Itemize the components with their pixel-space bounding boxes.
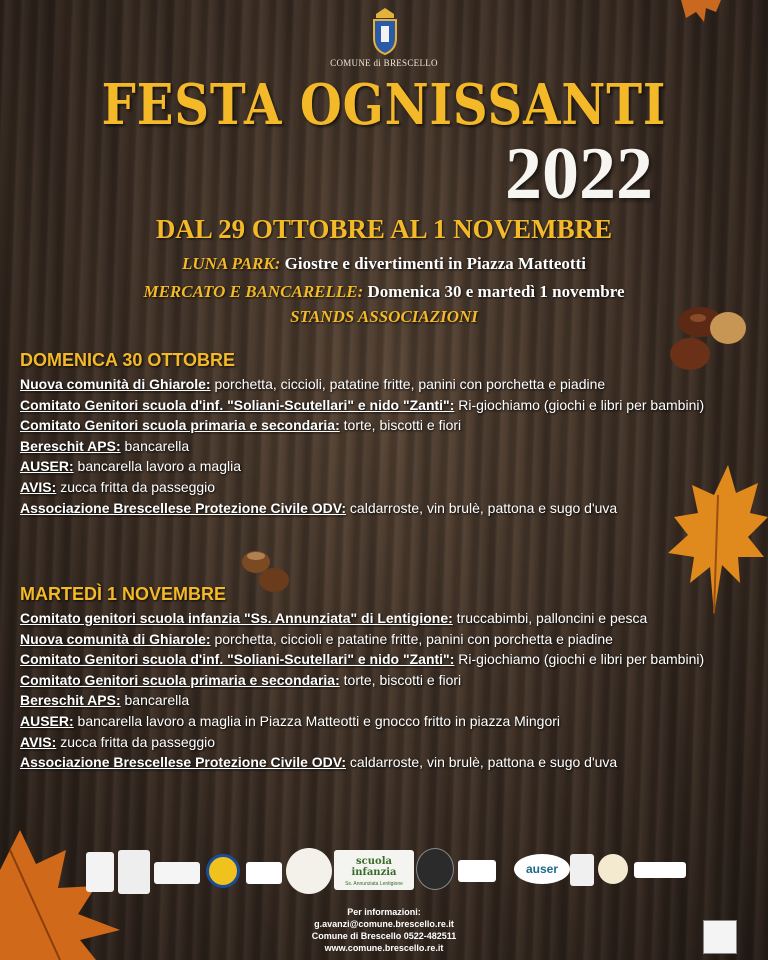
info-line-mercato — [0, 282, 768, 302]
list-item — [20, 649, 765, 670]
org-desc: caldarroste, vin brulè, pattona e sugo d'uva — [346, 754, 618, 771]
maple-leaf-top-right-icon — [676, 0, 726, 30]
org-desc: caldarroste, vin brulè, pattona e sugo d'uva — [346, 499, 618, 516]
org-name: Nuova comunità di Ghiarole: — [20, 630, 211, 647]
org-name: Comitato Genitori scuola d'inf. "Soliani-Scutellari" e nido "Zanti": — [20, 651, 455, 668]
auser-text: auser — [525, 862, 559, 876]
fondazione-logo — [86, 852, 114, 892]
org-name: AVIS: — [20, 478, 57, 495]
contact-email: g.avanzi@comune.brescello.re.it — [314, 919, 454, 929]
list-item — [20, 498, 765, 519]
org-name: Nuova comunità di Ghiarole: — [20, 376, 211, 392]
org-desc: bancarella — [120, 692, 190, 709]
list-item — [20, 374, 765, 395]
list-item — [20, 670, 765, 691]
org-desc: porchetta, ciccioli e patatine fritte, panini con porchetta e piadine — [210, 630, 613, 647]
list-item — [20, 395, 765, 416]
org-name: Associazione Brescellese Protezione Civile ODV: — [20, 499, 347, 516]
auser-logo — [514, 854, 570, 884]
sponsor-banner-logo — [634, 862, 686, 878]
org-name: Bereschit APS: — [20, 692, 121, 709]
org-desc: Ri-giochiamo (giochi e libri per bambini) — [454, 396, 705, 413]
info-text: Giostre e divertimenti in Piazza Matteotti — [280, 254, 586, 273]
contact-info — [0, 906, 768, 954]
info-label: MERCATO E BANCARELLE: — [143, 282, 364, 301]
org-name: Comitato Genitori scuola primaria e secondaria: — [20, 671, 340, 688]
org-desc: torte, biscotti e fiori — [339, 671, 462, 688]
info-text: Domenica 30 e martedì 1 novembre — [363, 282, 625, 301]
org-desc: Ri-giochiamo (giochi e libri per bambini) — [454, 651, 705, 668]
contact-website: www.comune.brescello.re.it — [324, 943, 444, 953]
org-desc: zucca fritta da passeggio — [56, 478, 216, 495]
scuola-infanzia-subtext: Ss. Annunziata Lentigione — [345, 881, 403, 887]
scuola-infanzia-logo — [334, 850, 414, 890]
org-name: Bereschit APS: — [20, 437, 121, 454]
org-name: AUSER: — [20, 458, 74, 475]
comune-crest-icon — [370, 8, 400, 56]
org-name: AUSER: — [20, 712, 74, 729]
info-line-stands — [0, 307, 768, 327]
fondazione-2-logo — [118, 850, 150, 894]
bereschit-logo — [286, 848, 332, 894]
day-list-martedi — [20, 608, 765, 773]
avis-logo — [246, 862, 282, 884]
event-dates: DAL 29 OTTOBRE AL 1 NOVEMBRE — [155, 214, 613, 244]
comune-label: COMUNE di BRESCELLO — [330, 58, 438, 68]
odv-logo — [416, 848, 454, 890]
org-desc: zucca fritta da passeggio — [56, 733, 216, 750]
sponsor-logos — [86, 848, 686, 900]
list-item — [20, 477, 765, 498]
org-desc: bancarella lavoro a maglia in Piazza Matteotti e gnocco fritto in piazza Mingori — [73, 712, 561, 729]
org-name: Comitato Genitori scuola d'inf. "Soliani-Scutellari" e nido "Zanti": — [20, 396, 455, 413]
org-desc: porchetta, ciccioli, patatine fritte, panini con porchetta e piadine — [210, 376, 606, 392]
hazelnuts-icon — [238, 546, 294, 598]
list-item — [20, 629, 765, 650]
info-line-luna-park — [0, 254, 768, 274]
day-heading-martedi: MARTEDÌ 1 NOVEMBRE — [20, 584, 227, 604]
org-name: Comitato Genitori scuola primaria e secondaria: — [20, 417, 340, 434]
list-item — [20, 711, 765, 732]
circle-emblem-logo — [598, 854, 628, 884]
event-year: 2022 — [505, 133, 653, 215]
contact-phone: Comune di Brescello 0522-482511 — [311, 931, 457, 941]
list-item — [20, 732, 765, 753]
org-desc: bancarella — [120, 437, 190, 454]
org-name: AVIS: — [20, 733, 57, 750]
scuola-infanzia-text: scuola infanzia — [351, 856, 397, 878]
protezione-civile-logo — [206, 854, 240, 888]
org-desc: truccabimbi, palloncini e pesca — [452, 610, 648, 626]
comitato-logo — [458, 860, 496, 882]
list-item — [20, 456, 765, 477]
event-title: FESTA OGNISSANTI — [101, 72, 667, 138]
org-desc: torte, biscotti e fiori — [339, 417, 462, 434]
sponsor-3-logo — [154, 862, 200, 884]
info-label: STANDS ASSOCIAZIONI — [290, 307, 478, 326]
sponsor-logo — [570, 854, 594, 886]
org-name: Comitato genitori scuola infanzia "Ss. Annunziata" di Lentigione: — [20, 610, 453, 626]
list-item — [20, 608, 765, 629]
list-item — [20, 752, 765, 773]
list-item — [20, 436, 765, 457]
contact-title: Per informazioni: — [347, 907, 421, 917]
list-item — [20, 690, 765, 711]
day-heading-domenica: DOMENICA 30 OTTOBRE — [20, 350, 236, 370]
org-name: Associazione Brescellese Protezione Civile ODV: — [20, 754, 347, 771]
bottom-right-badge — [703, 920, 737, 954]
org-desc: bancarella lavoro a maglia — [73, 458, 241, 475]
info-label: LUNA PARK: — [182, 254, 281, 273]
day-list-domenica — [20, 374, 765, 518]
list-item — [20, 415, 765, 436]
